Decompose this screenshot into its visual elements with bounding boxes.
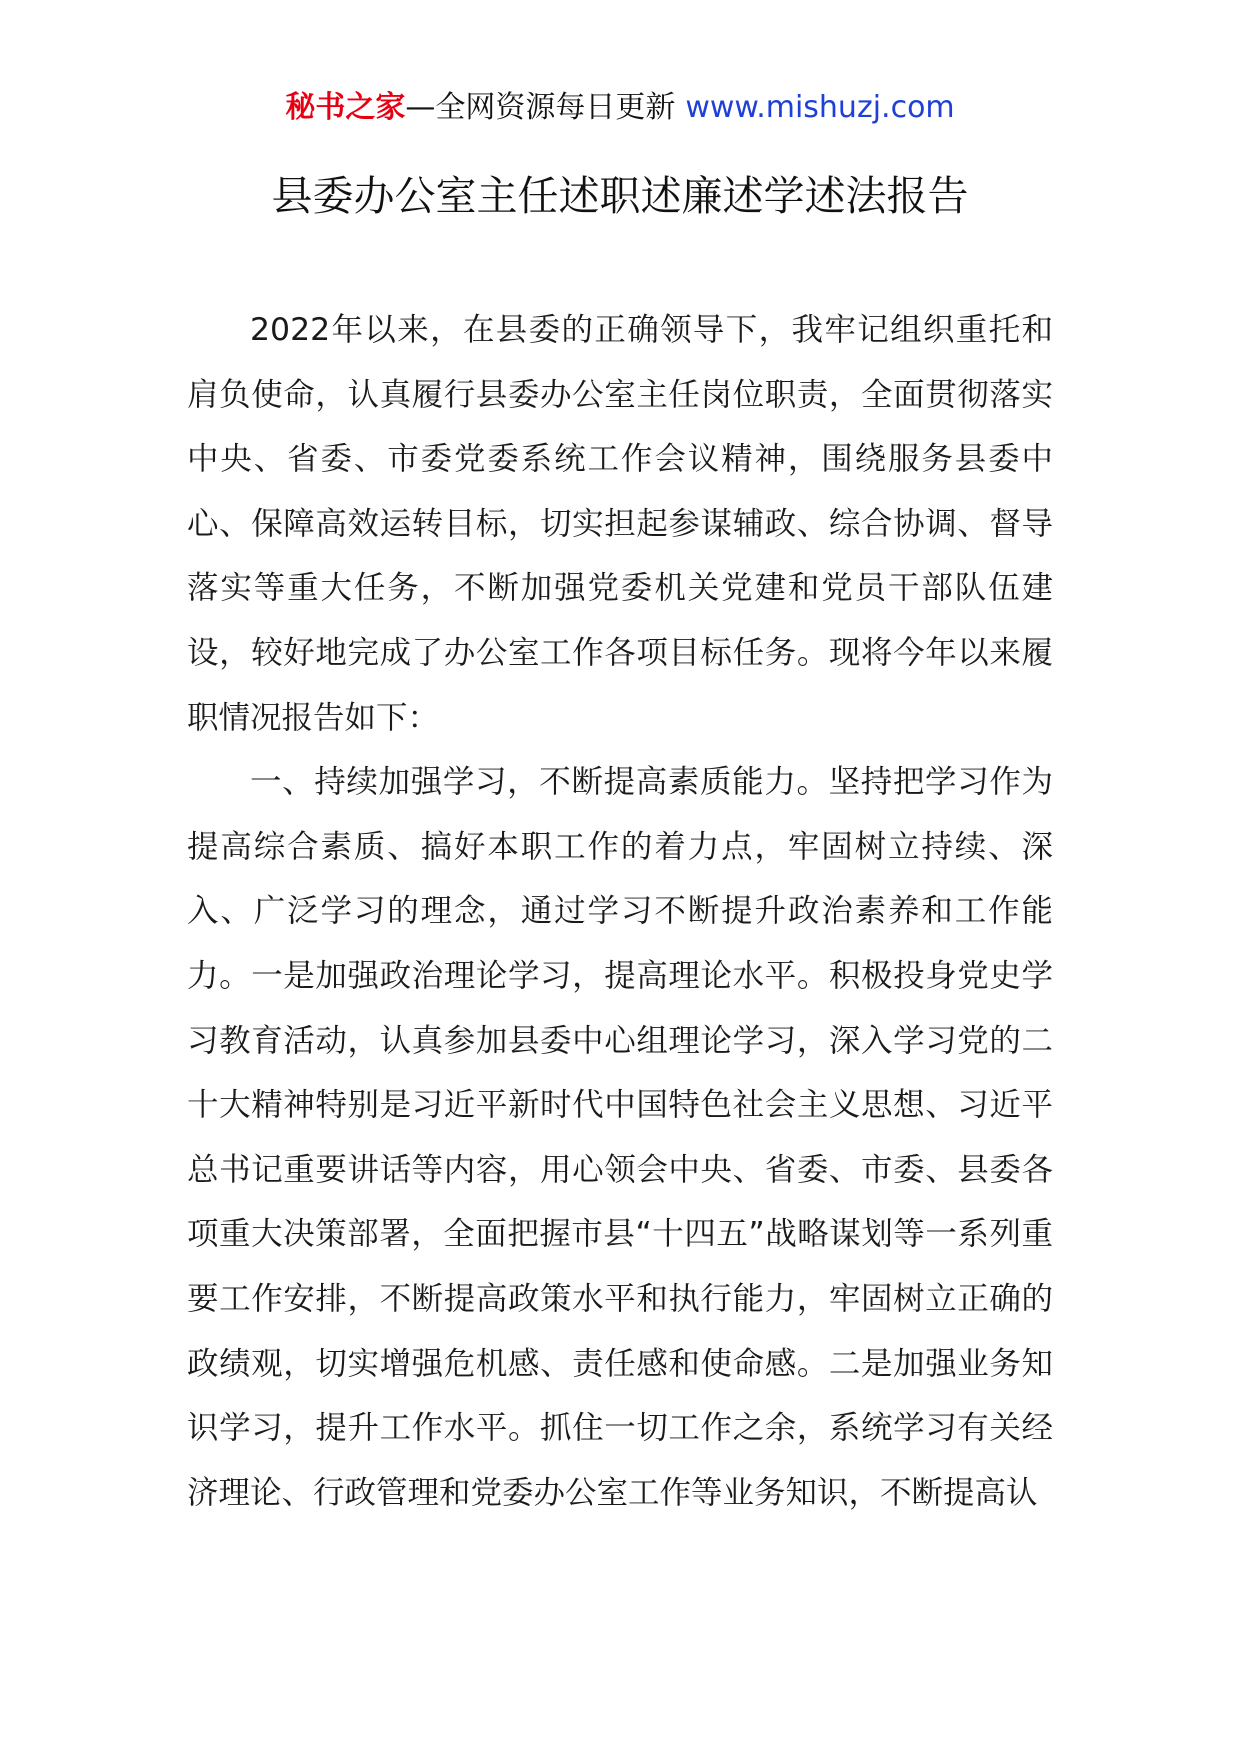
site-url-link[interactable]: www.mishuzj.com: [685, 90, 955, 125]
header-tagline: —全网资源每日更新: [405, 90, 676, 125]
section-one-paragraph: 一、持续加强学习，不断提高素质能力。坚持把学习作为提高综合素质、搞好本职工作的着力点，牢固树立持续、深入、广泛学习的理念，通过学习不断提升政治素养和工作能力。一是加强政治理论学习，提高理论水平。积极投身党史学习教育活动，认真参加县委中心组理论学习，深入学习党的二十大精神特别是习近平新时代中国特色社会主义思想、习近平总书记重要讲话等内容，用心领会中央、省委、市委、县委各项重大决策部署，全面把握市县“十四五”战略谋划等一系列重要工作安排，不断提高政策水平和执行能力，牢固树立正确的政绩观，切实增强危机感、责任感和使命感。二是加强业务知识学习，提升工作水平。抓住一切工作之余，系统学习有关经济理论、行政管理和党委办公室工作等业务知识，不断提高认: [187, 764, 1053, 1511]
brand-name: 秘书之家: [285, 90, 406, 125]
intro-paragraph: 2022年以来，在县委的正确领导下，我牢记组织重托和肩负使命，认真履行县委办公室主任岗位职责，全面贯彻落实中央、省委、市委党委系统工作会议精神，围绕服务县委中心、保障高效运转目标，切实担起参谋辅政、综合协调、督导落实等重大任务，不断加强党委机关党建和党员干部队伍建设，较好地完成了办公室工作各项目标任务。现将今年以来履职情况报告如下：: [187, 312, 1053, 736]
site-header: [0, 88, 1240, 128]
document-body: [187, 298, 1053, 1525]
document-title: 县委办公室主任述职述廉述学述法报告: [271, 172, 969, 220]
